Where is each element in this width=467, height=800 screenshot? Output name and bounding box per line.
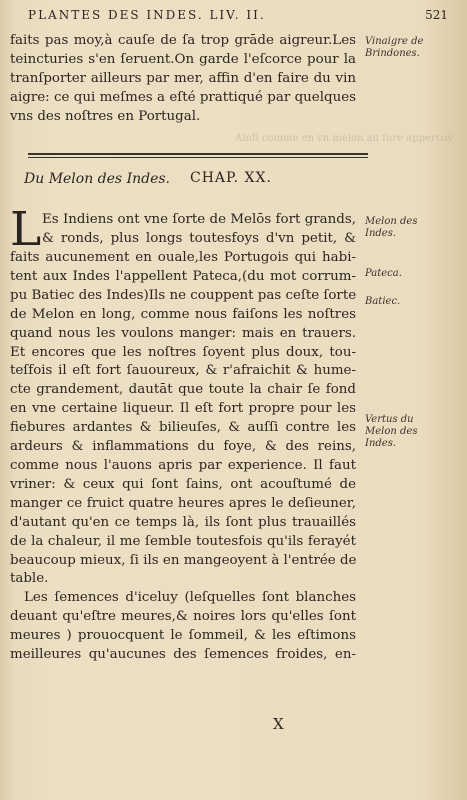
text-line: vns des noſtres en Portugal.: [10, 108, 201, 124]
text-line: faits aucunement en ouale,les Portugois qui habi-: [10, 250, 356, 265]
text-line: pu Batiec des Indes)Ils ne couppent pas ceſte ſorte: [10, 287, 356, 303]
running-head-title: PLANTES DES INDES. LIV. II.: [28, 8, 266, 22]
chapter-body-first: [10, 211, 356, 249]
text-line: Les ſemences d'iceluy (leſquelles ſont blanches: [24, 590, 356, 606]
margin-note-melon: [365, 216, 465, 240]
text-line: comme nous l'auons apris par experience. Il faut: [10, 457, 356, 473]
text-line: meures ) prouocquent le ſommeil, & les eſtimons: [10, 628, 356, 644]
chapter-number: CHAP. XX.: [190, 170, 272, 186]
signature-mark: X: [273, 715, 284, 733]
text-line: teincturies s'en ſeruent.On garde l'eſcorce pour la: [10, 51, 356, 67]
text-line: d'autant qu'en ce temps là, ils ſont plus trauaillés: [10, 514, 356, 530]
margin-note-line: Vinaigre de: [365, 36, 424, 47]
margin-note-vinaigre: [365, 36, 465, 60]
text-line: tent aux Indes l'appellent Pateca,(du mot corrum-: [10, 268, 356, 284]
text-line: cte grandement, dautāt que toute la chair ſe fond: [10, 382, 356, 398]
text-line: meilleures qu'aucunes des ſemences froides, en-: [10, 647, 356, 663]
text-line: de la chaleur, il me ſemble toutesfois qu'ils ferayét: [10, 533, 356, 549]
text-line: en vne certaine liqueur. Il eſt fort propre pour les: [10, 401, 356, 417]
text-line: quand nous les voulons manger: mais en trauers.: [10, 325, 356, 341]
section-rule-thin: [28, 157, 368, 158]
bleed-through-text: Ainſi comme en vn melon au ſure appercoy: [235, 133, 453, 144]
margin-note-pateca: [365, 268, 465, 280]
text-line: table.: [10, 571, 49, 587]
margin-note-line: Indes.: [365, 438, 397, 449]
margin-note-line: Vertus du: [365, 414, 414, 425]
text-line: aigre: ce qui meſmes a eſté prattiqué par quelques: [10, 89, 356, 105]
margin-note-batiec: [365, 296, 465, 308]
margin-note-line: Indes.: [365, 228, 397, 239]
margin-note-line: Pateca.: [365, 268, 402, 279]
margin-note-line: Batiec.: [365, 296, 401, 307]
text-line: vriner: & ceux qui ſont ſains, ont acouſtumé de: [10, 476, 356, 492]
text-line: fiebures ardantes & bilieuſes, & auſſi contre les: [10, 420, 356, 436]
text-line: faits pas moy,à cauſe de ſa trop grāde aigreur.Les: [10, 33, 356, 48]
text-line: Es Indiens ont vne ſorte de Melōs fort grands,: [42, 212, 356, 227]
chapter-title: Du Melon des Indes.: [24, 171, 170, 187]
text-line: & ronds, plus longs toutesfoys d'vn petit, &: [42, 230, 356, 246]
text-line: de Melon en long, comme nous faiſons les noſtres: [10, 306, 356, 322]
text-line: tranſporter ailleurs par mer, affin d'en faire du vin: [10, 70, 356, 86]
text-line: ardeurs & inflammations du foye, & des reins,: [10, 439, 356, 455]
section-rule: [28, 153, 368, 155]
top-paragraph: [10, 32, 356, 127]
text-line: beaucoup mieux, ſi ils en mangeoyent à l'entrée de: [10, 552, 356, 568]
text-line: manger ce fruict quatre heures apres le deſieuner,: [10, 495, 356, 511]
chapter-body: [10, 249, 356, 665]
drop-cap: L: [10, 202, 42, 257]
text-line: deuant qu'eſtre meures,& noires lors qu'elles ſont: [10, 609, 356, 625]
page-number: 521: [425, 8, 448, 22]
margin-note-line: Melon des: [365, 216, 418, 227]
margin-note-line: Melon des: [365, 426, 418, 437]
text-line: Et encores que les noſtres ſoyent plus doux, tou-: [10, 344, 356, 360]
margin-note-vertus: [365, 414, 465, 450]
text-line: teſfois il eſt fort ſauoureux, & r'afraichit & hume-: [10, 363, 356, 379]
margin-note-line: Brindones.: [365, 48, 420, 59]
